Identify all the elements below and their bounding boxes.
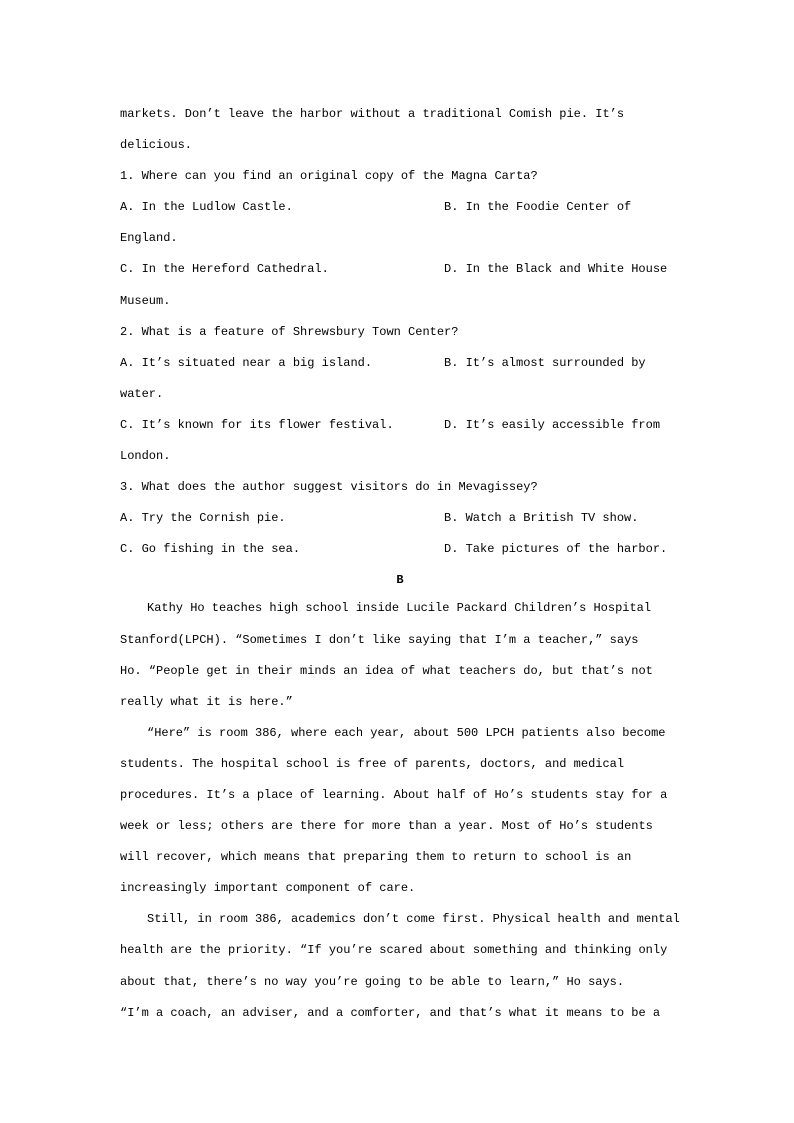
passage-line: will recover, which means that preparing them to return to school is an [120,850,632,865]
options-row [120,258,680,289]
passage-line: really what it is here.” [120,694,293,709]
section-heading: B [396,573,404,588]
options-row [120,196,680,227]
options-row [120,538,680,569]
option-c: C. In the Hereford Cathedral. [120,262,329,277]
passage-line: about that, there’s no way you’re going to be able to learn,” Ho says. [120,974,625,989]
option-b-continued: water. [120,386,164,401]
passage-line: increasingly important component of care. [120,881,416,896]
passage-text: markets. Don’t leave the harbor without a traditional Comish pie. It’s [120,107,625,121]
option-a: A. It’s situated near a big island. [120,355,373,370]
passage-line: procedures. It’s a place of learning. About half of Ho’s students stay for a [120,787,668,802]
passage-line: week or less; others are there for more than a year. Most of Ho’s students [120,819,653,834]
option-b-continued: England. [120,231,178,246]
passage-line: Kathy Ho teaches high school inside Lucile Packard Children’s Hospital [147,601,652,616]
passage-line: Stanford(LPCH). “Sometimes I don’t like saying that I’m a teacher,” says [120,632,639,647]
document-page [120,103,680,1033]
option-c: C. It’s known for its flower festival. [120,417,394,432]
option-b: B. It’s almost surrounded by [444,355,646,370]
options-row [120,414,680,445]
passage-line: health are the priority. “If you’re scared about something and thinking only [120,943,668,958]
passage-line: students. The hospital school is free of parents, doctors, and medical [120,756,625,771]
question-stem: 1. Where can you find an original copy of the Magna Carta? [120,169,538,184]
option-d-continued: London. [120,449,171,464]
option-d-continued: Museum. [120,293,171,308]
option-d: D. It’s easily accessible from [444,417,661,432]
passage-line: Ho. “People get in their minds an idea of what teachers do, but that’s not [120,663,653,678]
options-row [120,352,680,383]
option-c: C. Go fishing in the sea. [120,542,301,557]
option-a: A. In the Ludlow Castle. [120,200,293,215]
passage-line: “Here” is room 386, where each year, about 500 LPCH patients also become [147,725,666,740]
option-b: B. In the Foodie Center of [444,200,632,215]
passage-line: “I’m a coach, an adviser, and a comforter, and that’s what it means to be a [120,1005,661,1020]
option-b: B. Watch a British TV show. [444,511,639,526]
option-d: D. Take pictures of the harbor. [444,542,668,557]
options-row [120,507,680,538]
passage-text: delicious. [120,138,193,153]
option-d: D. In the Black and White House [444,262,668,277]
passage-line: Still, in room 386, academics don’t come first. Physical health and mental [147,912,680,927]
question-stem: 2. What is a feature of Shrewsbury Town Center? [120,324,459,339]
option-a: A. Try the Cornish pie. [120,511,286,526]
question-stem: 3. What does the author suggest visitors do in Mevagissey? [120,480,538,495]
